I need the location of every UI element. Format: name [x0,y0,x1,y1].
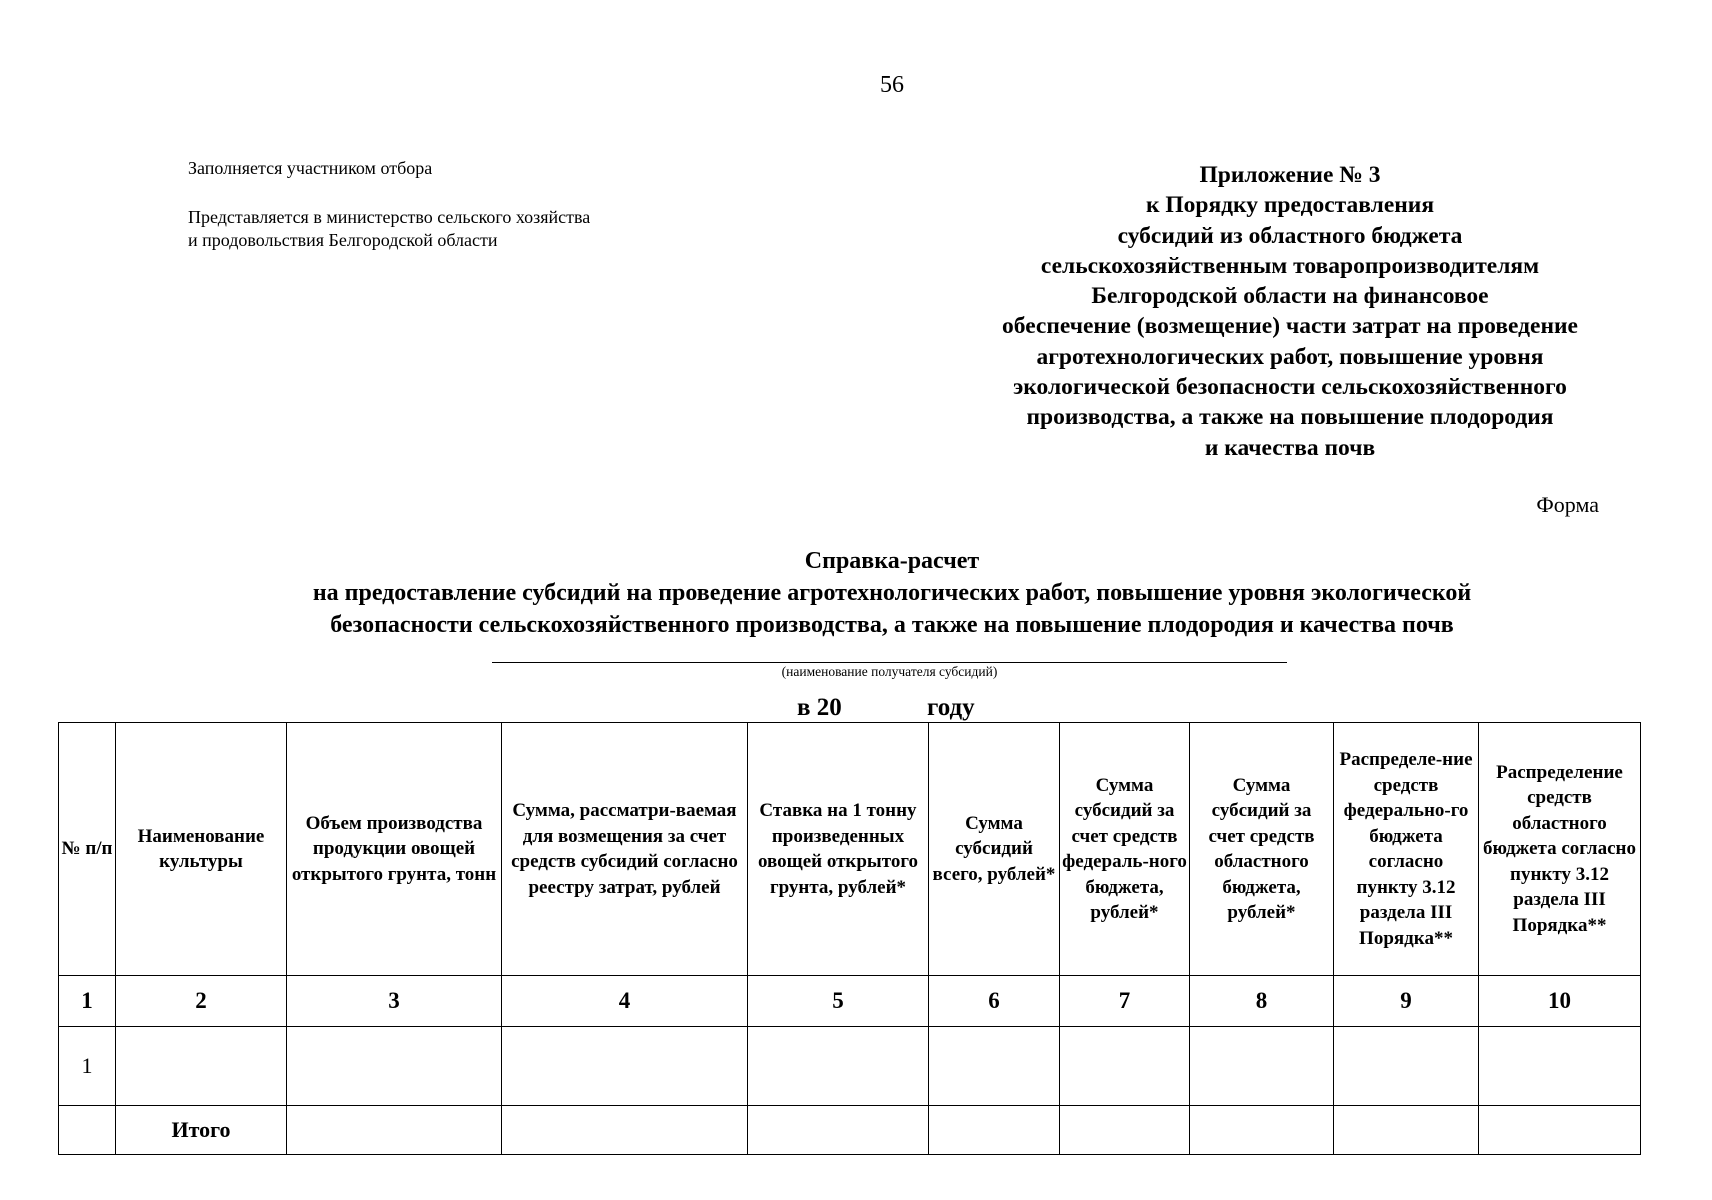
total-regional-distribution-cell[interactable] [1479,1106,1641,1155]
appendix-line: субсидий из областного бюджета [1117,222,1463,249]
year-prefix: в 20 [797,694,842,721]
appendix-line: и качества почв [1204,434,1376,461]
column-number-cell: 8 [1190,976,1334,1027]
page-number: 56 [880,72,904,98]
column-number-row [59,976,1641,1027]
recipient-name-line[interactable] [492,662,1287,663]
column-number-cell: 4 [502,976,748,1027]
header-cell: Объем производства продукции овощей открытого грунта, тонн [287,723,502,976]
filled-by-note: Заполняется участником отбора [188,158,433,178]
total-label: Итого [116,1106,287,1155]
header-cell: Ставка на 1 тонну произведенных овощей открытого грунта, рублей* [748,723,929,976]
table-row [59,1027,1641,1106]
regional-distribution-cell[interactable] [1479,1027,1641,1106]
column-number-cell: 3 [287,976,502,1027]
federal-distribution-cell[interactable] [1334,1027,1479,1106]
submitted-note-line: и продовольствия Белгородской области [188,230,498,250]
submitted-to-note [188,206,590,252]
column-number-cell: 1 [59,976,116,1027]
title-line: на предоставление субсидий на проведение агротехнологических работ, повышение уровня экологической [312,580,1472,606]
document-title [0,545,1712,641]
title-line: безопасности сельскохозяйственного производства, а также на повышение плодородия и качества почв [330,612,1454,638]
total-reimbursable-amount-cell[interactable] [502,1106,748,1155]
calculation-table [58,722,1641,1155]
empty-cell [59,1106,116,1155]
total-row [59,1106,1641,1155]
column-number-cell: 6 [929,976,1060,1027]
appendix-line: агротехнологических работ, повышение уровня [1036,343,1544,370]
form-label: Форма [1536,492,1599,517]
total-subsidy-cell[interactable] [929,1106,1060,1155]
total-production-volume-cell[interactable] [287,1106,502,1155]
appendix-line: производства, а также на повышение плодородия [1026,404,1554,431]
table-header-row [59,723,1641,976]
subsidy-total-cell[interactable] [929,1027,1060,1106]
row-number-cell: 1 [59,1027,116,1106]
header-cell: Сумма субсидий за счет средств областного бюджета, рублей* [1190,723,1334,976]
title-line: Справка-расчет [804,548,980,574]
appendix-line: экологической безопасности сельскохозяйственного [1013,374,1567,401]
column-number-cell: 7 [1060,976,1190,1027]
recipient-caption: (наименование получателя субсидий) [781,664,998,679]
header-cell: Распределение средств областного бюджета согласно пункту 3.12 раздела III Порядка** [1479,723,1641,976]
crop-name-cell[interactable] [116,1027,287,1106]
total-federal-subsidy-cell[interactable] [1060,1106,1190,1155]
appendix-line: к Порядку предоставления [1145,192,1435,219]
reimbursable-amount-cell[interactable] [502,1027,748,1106]
regional-subsidy-cell[interactable] [1190,1027,1334,1106]
header-cell: Сумма субсидий за счет средств федераль-ного бюджета, рублей* [1060,723,1190,976]
appendix-line: сельскохозяйственным товаропроизводителям [1040,252,1540,279]
production-volume-cell[interactable] [287,1027,502,1106]
header-cell: Сумма субсидий всего, рублей* [929,723,1060,976]
column-number-cell: 10 [1479,976,1641,1027]
column-number-cell: 9 [1334,976,1479,1027]
total-regional-subsidy-cell[interactable] [1190,1106,1334,1155]
column-number-cell: 5 [748,976,929,1027]
header-cell: № п/п [59,723,116,976]
appendix-line: Белгородской области на финансовое [1091,283,1489,310]
appendix-line: Приложение № 3 [1199,162,1381,188]
rate-per-ton-cell[interactable] [748,1027,929,1106]
column-number-cell: 2 [116,976,287,1027]
year-suffix: году [927,694,975,721]
submitted-note-line: Представляется в министерство сельского хозяйства [188,207,591,227]
total-federal-distribution-cell[interactable] [1334,1106,1479,1155]
appendix-line: обеспечение (возмещение) части затрат на проведение [1002,313,1578,340]
appendix-heading [940,160,1640,463]
total-rate-cell[interactable] [748,1106,929,1155]
header-cell: Распределе-ние средств федерально-го бюджета согласно пункту 3.12 раздела III Порядка** [1334,723,1479,976]
federal-subsidy-cell[interactable] [1060,1027,1190,1106]
header-cell: Сумма, рассматри-ваемая для возмещения за счет средств субсидий согласно реестру затрат, рублей [502,723,748,976]
header-cell: Наименование культуры [116,723,287,976]
